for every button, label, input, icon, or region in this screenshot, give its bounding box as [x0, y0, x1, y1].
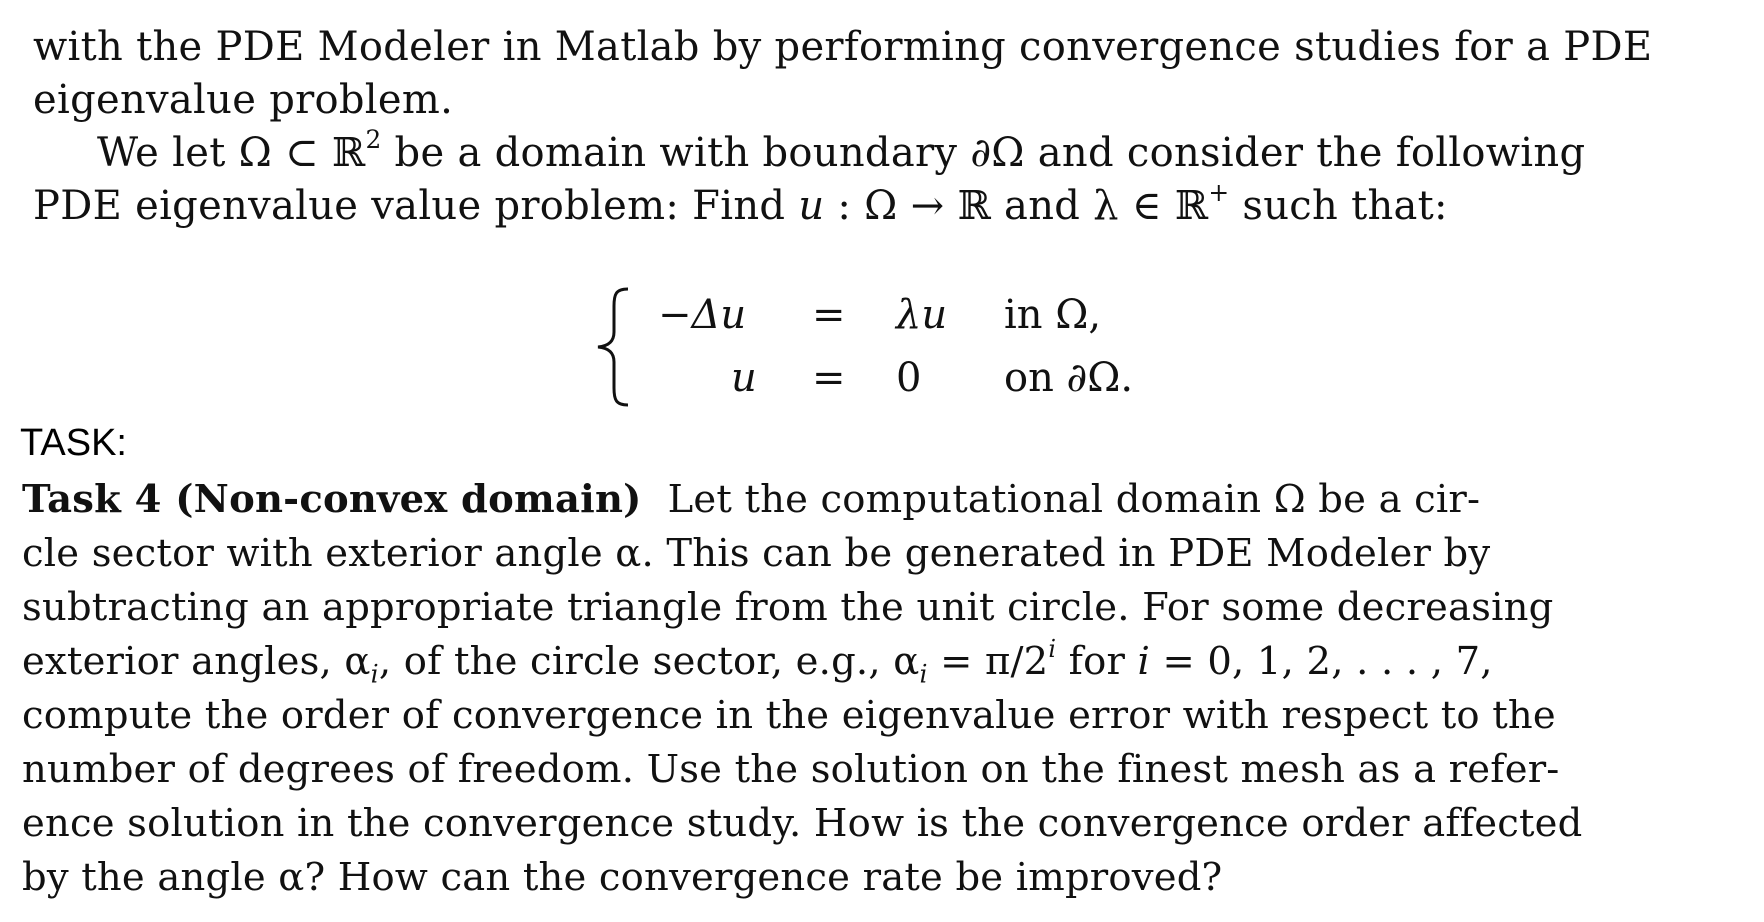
math-domain: Ω ⊂ ℝ: [238, 130, 366, 176]
equation-row1-rhs: λu: [896, 292, 948, 338]
math-exponent: 2: [365, 124, 382, 154]
excerpt-line-1-text: with the PDE Modeler in Matlab by performing convergence studies for a PDE: [33, 24, 1653, 70]
math-u: u: [798, 183, 825, 229]
task4-line-4: exterior angles, $\alpha_i$, of the circle sector, e.g., $\alpha_i = \pi/2^i$ for i = 0, 1, 2, . . . , 7,: [22, 634, 1493, 689]
equation-row1-cond: in Ω,: [1004, 292, 1102, 338]
task4-line-8: by the angle α? How can the convergence rate be improved?: [22, 855, 1223, 900]
math-plus: +: [1208, 177, 1230, 207]
task-label: TASK:: [20, 422, 127, 464]
task4-line-3: subtracting an appropriate triangle from the unit circle. For some decreasing: [22, 585, 1554, 630]
equation-row2-rhs: 0: [896, 355, 922, 401]
equation-row2-cond: on ∂Ω.: [1004, 355, 1134, 401]
excerpt-line-3: [33, 124, 1586, 176]
task4-title: Task 4 (Non-convex domain): [22, 477, 642, 522]
task4-line-7: ence solution in the convergence study. How is the convergence order affected: [22, 801, 1583, 846]
equation-row1-eq: =: [812, 292, 846, 338]
task4-line-1-text: Let the computational domain Ω be a cir-: [667, 477, 1481, 522]
equation-row2-eq: =: [812, 355, 846, 401]
excerpt-line-4-text: PDE eigenvalue value problem: Find: [33, 183, 799, 229]
task4-line-6: number of degrees of freedom. Use the solution on the finest mesh as a refer-: [22, 747, 1560, 792]
math-mapping: : Ω → ℝ and λ ∈ ℝ: [824, 183, 1209, 229]
left-brace-icon: [592, 286, 634, 408]
equation-row2-lhs: u: [731, 355, 757, 401]
excerpt-line-3-text: be a domain with boundary ∂Ω and consider the following: [381, 130, 1586, 176]
excerpt-line-4-tail: such that:: [1229, 183, 1448, 229]
task4-line-2: cle sector with exterior angle α. This can be generated in PDE Modeler by: [22, 531, 1491, 576]
excerpt-line-1: [33, 24, 1652, 70]
task4-line-1: [22, 477, 1480, 522]
excerpt-line-4: [33, 177, 1448, 229]
excerpt-line-2: [33, 77, 453, 123]
task4-line-5: compute the order of convergence in the eigenvalue error with respect to the: [22, 693, 1556, 738]
indent-text: We let: [97, 130, 239, 176]
excerpt-line-2-text: eigenvalue problem.: [33, 77, 454, 123]
equation-row1-lhs: −Δu: [658, 292, 747, 338]
